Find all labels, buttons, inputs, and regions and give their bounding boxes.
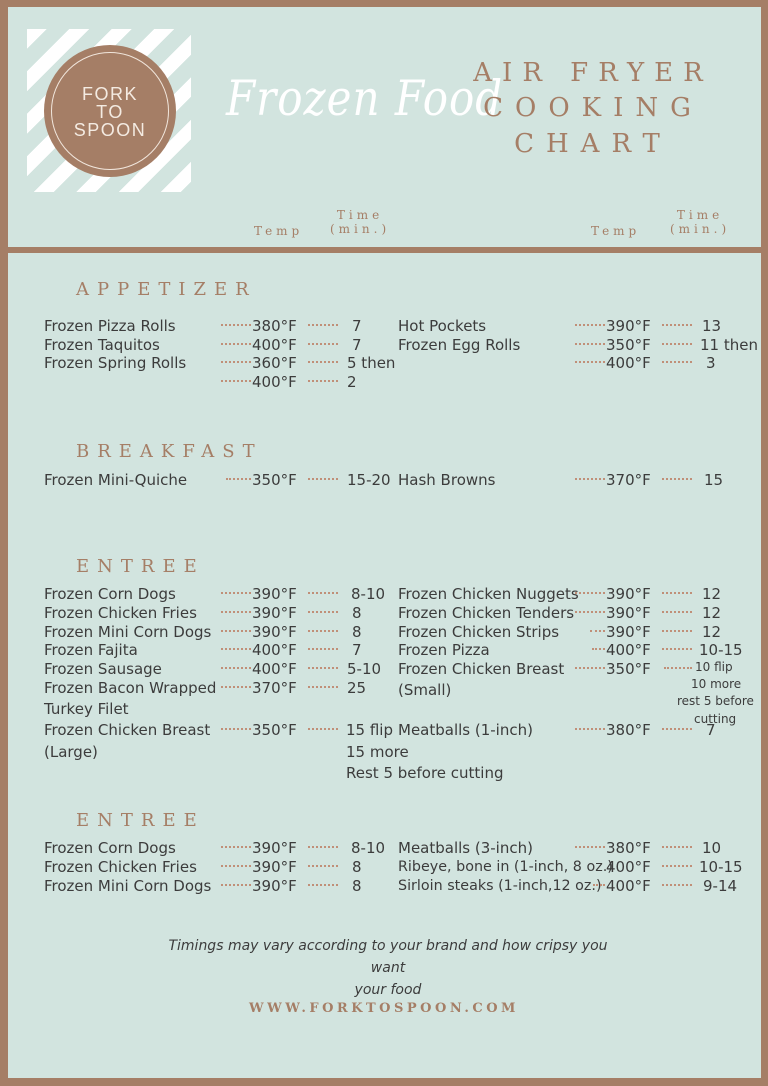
dot-leader — [662, 605, 692, 613]
dot-leader — [308, 472, 338, 480]
temp-value: 390°F — [252, 877, 297, 895]
temp-value: 390°F — [252, 585, 297, 603]
time-value: 8-10 — [351, 585, 386, 603]
temp-value: 390°F — [252, 604, 297, 622]
dot-leader — [575, 586, 605, 594]
dot-leader — [221, 722, 251, 730]
logo-line: FORK — [81, 84, 138, 104]
time-value: 8 — [352, 623, 362, 641]
dot-leader — [308, 878, 338, 886]
dot-leader — [308, 586, 338, 594]
dot-leader — [221, 642, 251, 650]
temp-value: 370°F — [606, 471, 651, 489]
dot-leader — [226, 472, 251, 480]
food-name: Meatballs (1-inch) — [398, 721, 533, 739]
food-name: Sirloin steaks (1-inch,12 oz.) — [398, 878, 602, 894]
dot-leader — [308, 840, 338, 848]
time-value: 5 then — [347, 354, 396, 372]
food-name: Frozen Egg Rolls — [398, 336, 521, 354]
food-name: Frozen Spring Rolls — [44, 354, 187, 372]
dot-leader — [662, 586, 692, 594]
time-value: 15 — [704, 471, 724, 489]
food-name: Frozen Chicken Strips — [398, 623, 560, 641]
food-name: Frozen Mini Corn Dogs — [44, 877, 212, 895]
temp-value: 390°F — [252, 623, 297, 641]
food-name: Frozen Mini Corn Dogs — [44, 623, 212, 641]
temp-value: 350°F — [252, 721, 297, 739]
food-name: Frozen Mini-Quiche — [44, 471, 188, 489]
dot-leader — [308, 374, 338, 382]
temp-value: 390°F — [606, 604, 651, 622]
food-name: Frozen Bacon Wrapped — [44, 679, 217, 697]
temp-value: 400°F — [606, 641, 651, 659]
logo-text — [44, 85, 176, 139]
temp-value: 360°F — [252, 354, 297, 372]
dot-leader — [221, 878, 251, 886]
temp-value: 350°F — [606, 336, 651, 354]
food-name: Frozen Corn Dogs — [44, 585, 176, 603]
section-breakfast: BREAKFAST — [76, 441, 263, 462]
title-line: CHART — [514, 129, 672, 159]
time-value: 13 — [702, 317, 722, 335]
food-name-cont: Turkey Filet — [44, 700, 129, 718]
food-name-cont: (Large) — [44, 743, 98, 761]
dot-leader — [662, 355, 692, 363]
dot-leader — [575, 661, 605, 669]
dot-leader — [221, 318, 251, 326]
temp-value: 400°F — [252, 641, 297, 659]
time-value: 15-20 — [347, 471, 391, 489]
temp-value: 400°F — [252, 373, 297, 391]
time-value: 12 — [702, 623, 722, 641]
time-value: 25 — [347, 679, 367, 697]
dot-leader — [308, 642, 338, 650]
dot-leader — [575, 318, 605, 326]
temp-value: 350°F — [606, 660, 651, 678]
dot-leader — [662, 859, 692, 867]
time-value: 10-15 — [699, 641, 743, 659]
time-value: 2 — [347, 373, 357, 391]
dot-leader — [308, 661, 338, 669]
time-note: 15 more — [346, 743, 409, 761]
temp-value: 400°F — [252, 336, 297, 354]
script-title: Frozen Food — [226, 70, 504, 127]
dot-leader — [221, 661, 251, 669]
logo-line: SPOON — [73, 120, 147, 140]
dot-leader — [221, 374, 251, 382]
time-note: cutting — [694, 712, 737, 726]
food-name: Frozen Chicken Fries — [44, 858, 197, 876]
dot-leader — [221, 605, 251, 613]
logo-line: TO — [96, 102, 124, 122]
temp-value: 390°F — [606, 585, 651, 603]
time-value: 8 — [352, 877, 362, 895]
dot-leader — [308, 624, 338, 632]
food-name: Frozen Corn Dogs — [44, 839, 176, 857]
dot-leader — [664, 661, 692, 669]
time-value: 9-14 — [703, 877, 738, 895]
dot-leader — [308, 722, 338, 730]
temp-column-header: Temp — [254, 224, 304, 238]
time-value: 7 — [352, 336, 362, 354]
time-value: 11 then — [700, 336, 758, 354]
temp-value: 400°F — [252, 660, 297, 678]
temp-value: 400°F — [606, 858, 651, 876]
time-value: 3 — [706, 354, 716, 372]
section-appetizer: APPETIZER — [76, 279, 257, 300]
time-unit-label: (min.) — [670, 222, 731, 236]
dot-leader — [662, 642, 692, 650]
food-name: Frozen Pizza Rolls — [44, 317, 176, 335]
dot-leader — [662, 337, 692, 345]
food-name: Frozen Chicken Breast — [398, 660, 565, 678]
temp-value: 390°F — [252, 858, 297, 876]
time-note: rest 5 before — [677, 694, 754, 708]
note-line: Timings may vary according to your brand and how cripsy you want — [168, 938, 608, 976]
dot-leader — [221, 840, 251, 848]
dot-leader — [662, 624, 692, 632]
website-url: WWW.FORKTOSPOON.COM — [249, 1001, 519, 1016]
dot-leader — [308, 355, 338, 363]
dot-leader — [593, 878, 605, 886]
dot-leader — [592, 642, 605, 650]
dot-leader — [308, 318, 338, 326]
time-value: 12 — [702, 604, 722, 622]
food-name: Frozen Pizza — [398, 641, 490, 659]
disclaimer-note — [150, 935, 626, 1001]
dot-leader — [575, 605, 605, 613]
dot-leader — [662, 318, 692, 326]
dot-leader — [221, 680, 251, 688]
title-line: COOKING — [483, 93, 703, 123]
temp-value: 400°F — [606, 354, 651, 372]
dot-leader — [590, 624, 605, 632]
note-line: your food — [354, 982, 422, 998]
dot-leader — [221, 586, 251, 594]
food-name: Frozen Chicken Tenders — [398, 604, 575, 622]
dot-leader — [221, 624, 251, 632]
time-column-header — [670, 208, 730, 236]
time-value: 15 flip — [346, 721, 393, 739]
temp-value: 380°F — [606, 839, 651, 857]
time-value: 7 — [706, 721, 716, 739]
dot-leader — [575, 722, 605, 730]
time-value: 8 — [352, 604, 362, 622]
time-value: 10-15 — [699, 858, 743, 876]
time-value: 10 flip — [695, 660, 733, 674]
food-name: Meatballs (3-inch) — [398, 839, 533, 857]
dot-leader — [662, 472, 692, 480]
temp-value: 390°F — [606, 623, 651, 641]
food-name: Hash Browns — [398, 471, 496, 489]
time-value: 5-10 — [347, 660, 382, 678]
dot-leader — [662, 878, 692, 886]
food-name: Hot Pockets — [398, 317, 487, 335]
food-name: Frozen Chicken Nuggets — [398, 585, 579, 603]
time-value: 7 — [352, 317, 362, 335]
dot-leader — [575, 337, 605, 345]
temp-value: 390°F — [606, 317, 651, 335]
temp-value: 380°F — [606, 721, 651, 739]
title-line: AIR FRYER — [473, 58, 713, 88]
temp-value: 350°F — [252, 471, 297, 489]
food-name: Frozen Fajita — [44, 641, 138, 659]
temp-column-header: Temp — [591, 224, 641, 238]
time-label: Time — [336, 208, 384, 222]
dot-leader — [575, 355, 605, 363]
temp-value: 370°F — [252, 679, 297, 697]
dot-leader — [575, 472, 605, 480]
dot-leader — [221, 859, 251, 867]
time-value: 10 — [702, 839, 722, 857]
food-name: Frozen Chicken Fries — [44, 604, 197, 622]
dot-leader — [308, 337, 338, 345]
food-name: Ribeye, bone in (1-inch, 8 oz.) — [398, 859, 613, 875]
time-value: 8 — [352, 858, 362, 876]
temp-value: 390°F — [252, 839, 297, 857]
time-value: 7 — [352, 641, 362, 659]
dot-leader — [662, 840, 692, 848]
dot-leader — [662, 722, 692, 730]
section-entree-2: ENTREE — [76, 810, 205, 831]
dot-leader — [575, 840, 605, 848]
time-label: Time — [676, 208, 724, 222]
time-note: 10 more — [691, 677, 742, 691]
time-value: 8-10 — [351, 839, 386, 857]
time-unit-label: (min.) — [330, 222, 391, 236]
temp-value: 380°F — [252, 317, 297, 335]
dot-leader — [308, 605, 338, 613]
section-entree: ENTREE — [76, 556, 205, 577]
dot-leader — [221, 337, 251, 345]
food-name: Frozen Sausage — [44, 660, 162, 678]
time-column-header — [330, 208, 390, 236]
temp-value: 400°F — [606, 877, 651, 895]
food-name-cont: (Small) — [398, 681, 452, 699]
dot-leader — [308, 680, 338, 688]
dot-leader — [308, 859, 338, 867]
time-value: 12 — [702, 585, 722, 603]
dot-leader — [221, 355, 251, 363]
food-name: Frozen Chicken Breast — [44, 721, 211, 739]
time-note: Rest 5 before cutting — [346, 764, 504, 782]
food-name: Frozen Taquitos — [44, 336, 160, 354]
